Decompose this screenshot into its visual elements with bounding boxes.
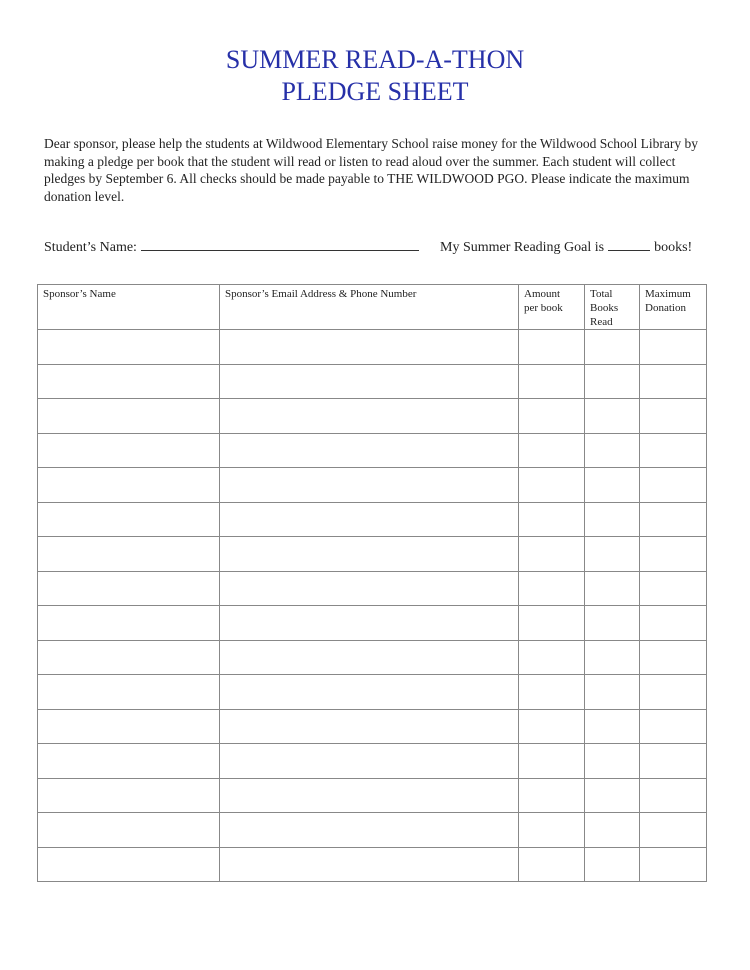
cell-sponsor-name[interactable] [38,433,220,468]
cell-amount-per-book[interactable] [519,571,585,606]
cell-total-books-read[interactable] [585,571,640,606]
cell-maximum-donation[interactable] [640,744,707,779]
table-row [38,709,707,744]
cell-maximum-donation[interactable] [640,847,707,882]
pledge-table [37,284,707,882]
cell-maximum-donation[interactable] [640,537,707,572]
cell-amount-per-book[interactable] [519,847,585,882]
cell-sponsor-name[interactable] [38,640,220,675]
cell-total-books-read[interactable] [585,778,640,813]
cell-email-phone[interactable] [220,433,519,468]
cell-amount-per-book[interactable] [519,640,585,675]
cell-email-phone[interactable] [220,709,519,744]
cell-sponsor-name[interactable] [38,813,220,848]
cell-sponsor-name[interactable] [38,330,220,365]
header-amount-per-book: Amount per book [519,285,585,330]
cell-sponsor-name[interactable] [38,364,220,399]
cell-amount-per-book[interactable] [519,537,585,572]
cell-amount-per-book[interactable] [519,468,585,503]
cell-email-phone[interactable] [220,537,519,572]
cell-sponsor-name[interactable] [38,537,220,572]
cell-maximum-donation[interactable] [640,813,707,848]
cell-email-phone[interactable] [220,675,519,710]
cell-email-phone[interactable] [220,330,519,365]
cell-maximum-donation[interactable] [640,606,707,641]
cell-email-phone[interactable] [220,744,519,779]
cell-total-books-read[interactable] [585,847,640,882]
cell-total-books-read[interactable] [585,640,640,675]
cell-amount-per-book[interactable] [519,502,585,537]
reading-goal-row [440,236,692,256]
cell-total-books-read[interactable] [585,502,640,537]
header-maximum-donation: Maximum Donation [640,285,707,330]
cell-total-books-read[interactable] [585,364,640,399]
cell-maximum-donation[interactable] [640,640,707,675]
intro-paragraph: Dear sponsor, please help the students at Wildwood Elementary School raise money for the Wildwood School Library by making a pledge per book that the student will read or listen to read aloud over the summer. Each student will collect pledges by September 6. All checks should be made payable to THE WILDWOOD PGO. Please indicate the maximum donation level. [44,136,698,204]
cell-amount-per-book[interactable] [519,364,585,399]
table-row [38,847,707,882]
cell-sponsor-name[interactable] [38,744,220,779]
table-row [38,537,707,572]
cell-total-books-read[interactable] [585,709,640,744]
table-row [38,778,707,813]
table-row [38,813,707,848]
cell-amount-per-book[interactable] [519,330,585,365]
student-name-row [44,236,419,256]
cell-email-phone[interactable] [220,502,519,537]
cell-amount-per-book[interactable] [519,778,585,813]
table-row [38,744,707,779]
cell-maximum-donation[interactable] [640,778,707,813]
header-row [38,285,707,330]
title-line-1: SUMMER READ-A-THON [225,45,525,74]
cell-amount-per-book[interactable] [519,813,585,848]
cell-total-books-read[interactable] [585,330,640,365]
cell-total-books-read[interactable] [585,744,640,779]
cell-amount-per-book[interactable] [519,606,585,641]
table-row [38,640,707,675]
table-row [38,433,707,468]
cell-amount-per-book[interactable] [519,675,585,710]
table-row [38,571,707,606]
table-row [38,330,707,365]
cell-total-books-read[interactable] [585,433,640,468]
cell-amount-per-book[interactable] [519,399,585,434]
cell-email-phone[interactable] [220,640,519,675]
cell-email-phone[interactable] [220,364,519,399]
student-name-blank[interactable] [141,236,419,251]
goal-blank[interactable] [608,236,650,251]
pledge-rows [38,330,707,882]
table-row [38,675,707,710]
cell-email-phone[interactable] [220,606,519,641]
table-row [38,468,707,503]
cell-maximum-donation[interactable] [640,571,707,606]
cell-sponsor-name[interactable] [38,606,220,641]
goal-prefix: My Summer Reading Goal is [440,240,605,255]
cell-total-books-read[interactable] [585,813,640,848]
table-row [38,364,707,399]
cell-email-phone[interactable] [220,468,519,503]
cell-maximum-donation[interactable] [640,433,707,468]
header-email-phone: Sponsor’s Email Address & Phone Number [220,285,519,330]
cell-email-phone[interactable] [220,847,519,882]
table-row [38,606,707,641]
cell-maximum-donation[interactable] [640,330,707,365]
cell-maximum-donation[interactable] [640,468,707,503]
cell-maximum-donation[interactable] [640,502,707,537]
header-total-books-read: Total Books Read [585,285,640,330]
cell-total-books-read[interactable] [585,399,640,434]
goal-suffix: books! [654,240,693,255]
cell-sponsor-name[interactable] [38,468,220,503]
cell-amount-per-book[interactable] [519,709,585,744]
cell-sponsor-name[interactable] [38,571,220,606]
cell-sponsor-name[interactable] [38,778,220,813]
cell-email-phone[interactable] [220,813,519,848]
header-sponsor-name: Sponsor’s Name [38,285,220,330]
cell-amount-per-book[interactable] [519,744,585,779]
cell-total-books-read[interactable] [585,675,640,710]
title-line-2: PLEDGE SHEET [281,77,469,106]
cell-sponsor-name[interactable] [38,709,220,744]
cell-sponsor-name[interactable] [38,502,220,537]
cell-total-books-read[interactable] [585,468,640,503]
table-row [38,502,707,537]
cell-sponsor-name[interactable] [38,675,220,710]
cell-maximum-donation[interactable] [640,675,707,710]
cell-sponsor-name[interactable] [38,399,220,434]
table-row [38,399,707,434]
cell-email-phone[interactable] [220,571,519,606]
cell-total-books-read[interactable] [585,606,640,641]
cell-sponsor-name[interactable] [38,847,220,882]
cell-amount-per-book[interactable] [519,433,585,468]
cell-maximum-donation[interactable] [640,709,707,744]
cell-total-books-read[interactable] [585,537,640,572]
cell-maximum-donation[interactable] [640,399,707,434]
cell-email-phone[interactable] [220,399,519,434]
cell-email-phone[interactable] [220,778,519,813]
student-name-label: Student’s Name: [44,240,137,255]
cell-maximum-donation[interactable] [640,364,707,399]
